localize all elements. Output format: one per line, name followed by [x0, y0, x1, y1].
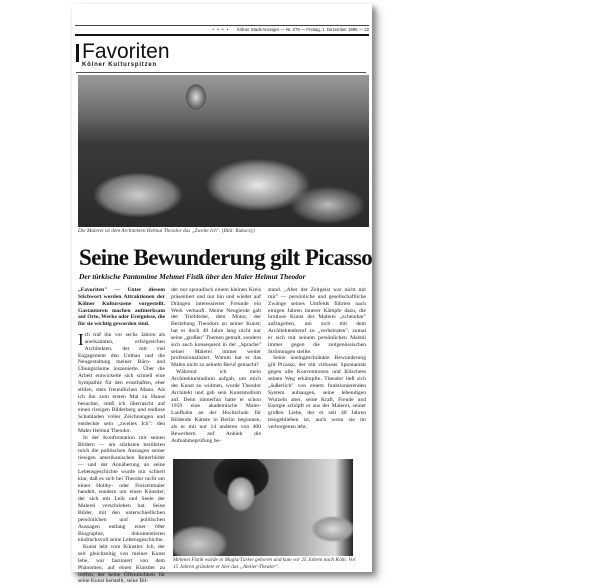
masthead-text: Kölner Stadt-Anzeiger — Nr. 279 — Freitag, 1. Dezember 1995 — 22 — [237, 27, 369, 32]
section-subtitle: Kölner Kulturspitzen — [82, 62, 158, 68]
column-3 — [268, 287, 366, 431]
paragraph: ch traf ihn vor sechs Jahren als anerkannten, erfolgreichen Architekten, der mit viel Engagement den Umbau und die Neugestaltung meiner Büro- und Übungsräume inszenierte. Über die Arbeit entwickelte sich schnell eine Sympathie für den ernsthaften, eher stillen, stets freundlichen Mann. Als ich ihn zum ersten Mal zu Hause besuchte, stieß ich überrascht auf einen riesigen Bilderberg und endlose Schubladen voller Zeichnungen und entdeckte sein „zweites Ich": den Maler Helmut Theodor. — [78, 332, 165, 434]
paragraph: In der Konfrontation mit seinen Bildern — am stärksten berührten mich die politischen Aussagen seiner riesigen amerikanischen Reiterbilder — und der Annäherung an seine Lebensgeschichte wurde mir schnell klar, daß es sich bei Theodor nicht um einen Hobby- oder Freizeitmaler handelt, sondern um einen Künstler, der sich mit Leib und Seele der Malerei verschrieben hat. Seine Bilder, mit den unterschiedlichen persönlichen und politischen Aussagen entlang einer 68er Biographie, dokumentieren eindrucksvoll seine Lebensgeschichte. — [78, 434, 165, 544]
painter-photo — [78, 75, 369, 227]
masthead — [75, 25, 369, 36]
section-header — [76, 40, 366, 73]
author-photo — [173, 459, 353, 556]
newspaper-clipping — [72, 4, 373, 585]
section-bar — [76, 44, 79, 62]
paragraph: stand. „Aber der Zeitgeist war nicht mit mir" — persönliche und gesellschaftliche Zwänge seines Umfelds führten nach einigen Jahren innerer Kämpfe dazu, die brotlose Kunst der Malerei „scheinbar" aufzugeben, um sich mit dem Architektenberuf zu „verheiraten", zumal er sich mit seinem persönlichen Malstil immer gegen die zeitgenössischen Strömungen stellte. — [268, 287, 366, 355]
paragraph: der nur sporadisch einem kleinen Kreis präsentiert und nur hin und wieder auf Drängen interessierter Freunde ein Werk verkauft. Meine Neugierde galt der Triebfeder, dem Motor, der Beziehung Theodors zu seiner Kunst; hat er doch 40 Jahre lang nicht nur seine „großen" Themen gemalt, sondern sich auch konsequent in der „Sprache" seiner Malerei immer weiter professionalisiert. Warum hat er das Malen nicht zu seinem Beruf gemacht? — [171, 287, 261, 369]
intro-text: „Favoriten" — Unter diesem Stichwort werden Attraktionen der Kölner Kulturszene vorgestellt. Gastautoren machen aufmerksam auf Orte, Werke oder Ereignisse, die für sie wichtig geworden sind. — [78, 287, 165, 328]
masthead-dots: • • • • — [212, 27, 230, 32]
photo1-caption: Die Malerei ist dem Architekten Helmut Theodor das „Zweite Ich". (Bild: Rakoczy) — [78, 228, 255, 234]
section-title: Favoriten — [82, 40, 170, 63]
paragraph: Während ich mein Architekturstudium aufgab, um mich der Kunst zu widmen, wurde Theodor Architekt und gab sein Kunststudium auf. Denn immerhin hatte er schon 1959 eine akademische Maler-Laufbahn an der Hochschule für Bildende Künste in Berlin begonnen, als er mit nur 14 anderen von 400 Bewerbern auf Anhieb die Aufnahmeprüfung be- — [171, 369, 261, 444]
headline: Seine Bewunderung gilt Picasso — [79, 245, 373, 270]
column-1 — [78, 287, 165, 585]
photo2-caption: Mehmet Fistik wurde in Mugla/Türkei geboren und kam vor 25 Jahren nach Köln. Vor 15 Jahren gründete er hier das „Atelier-Theater". — [173, 557, 356, 570]
paragraph: Kunst lebt vom Künstler. Ich, der seit gleichzeitig von meiner Kunst lebe, war fasziniert von dem Phänomen, auf einen Künstler zu treffen, der keine Öffentlichkeit für seine Kunst herstellt, seine Bil- — [78, 544, 165, 585]
column-2 — [171, 287, 261, 444]
paragraph: Seine uneingeschränkte Bewunderung gilt Picasso, der mit virtuoser Spontanität gegen alle Konventionen und Klischees seinen Weg erkämpfte. Theodor ließ sich „äußerlich" von einem funktionierenden System aufsaugen, seine lebendigen Wurzeln aber, seine Kraft, Freude und Energie schöpft er aus der Malerei, seiner großen Liebe, der er seit 40 Jahren treugeblieben ist, auch wenn sie im verborgenen lebt. — [268, 355, 366, 430]
subheadline: Der türkische Pantomime Mehmet Fistik über den Maler Helmut Theodor — [79, 272, 306, 281]
drop-cap: I — [78, 330, 84, 350]
